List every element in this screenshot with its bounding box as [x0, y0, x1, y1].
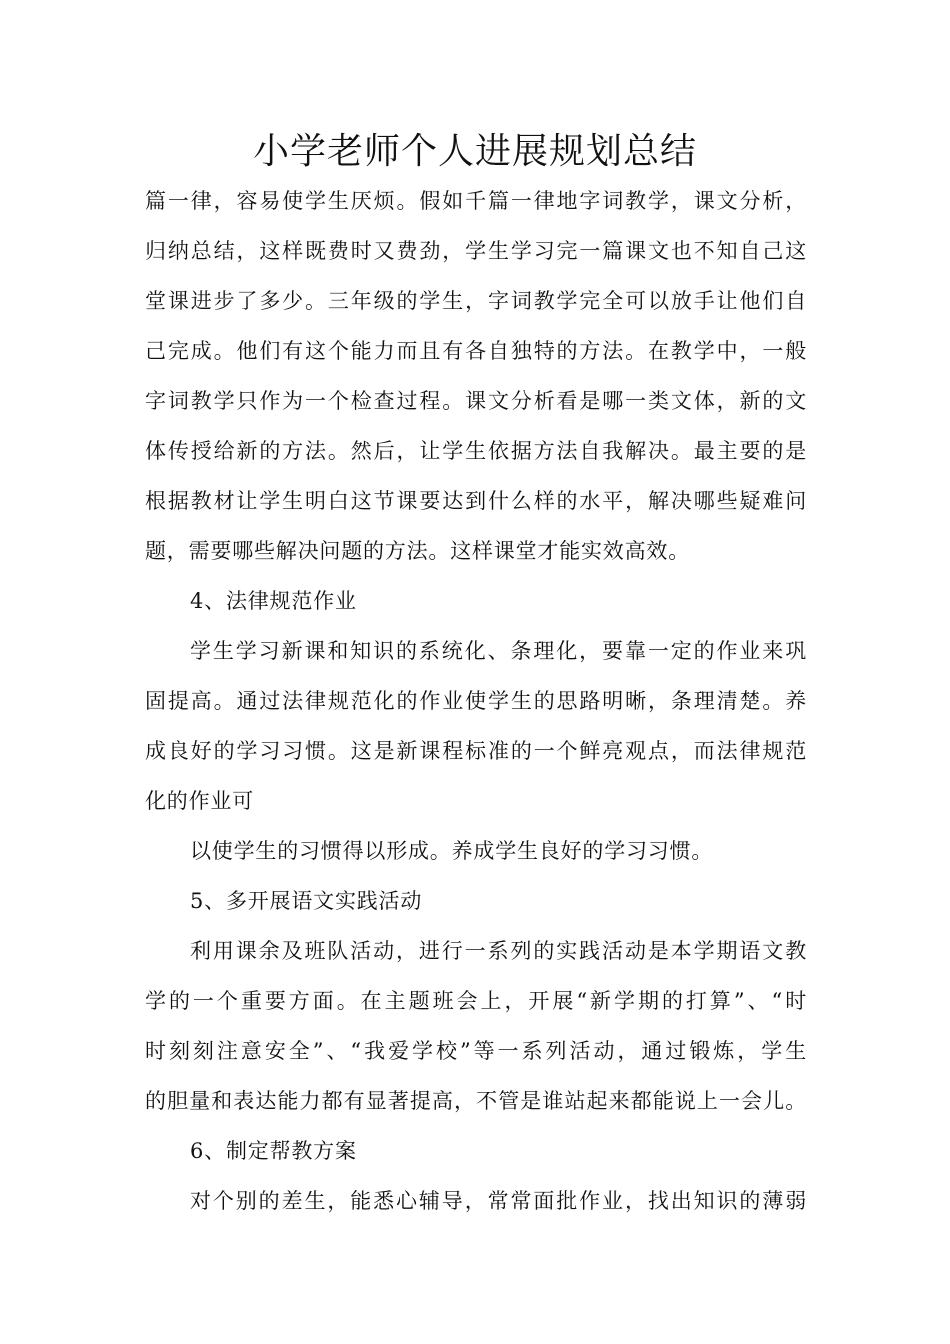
section-heading: 5、多开展语文实践活动 — [190, 889, 423, 913]
text-line: 以使学生的习惯得以形成。养成学生良好的学习习惯。 — [190, 839, 714, 863]
text-line: 利用课余及班队活动，进行一系列的实践活动是本学期语文教 — [190, 939, 807, 963]
text-line: 体传授给新的方法。然后，让学生依据方法自我解决。最主要的是 — [145, 439, 807, 463]
text-line: 成良好的学习习惯。这是新课程标准的一个鲜亮观点，而法律规范 — [145, 739, 807, 763]
text-line: 堂课进步了多少。三年级的学生，字词教学完全可以放手让他们自 — [145, 289, 807, 313]
text-line: 篇一律，容易使学生厌烦。假如千篇一律地字词教学，课文分析， — [145, 189, 807, 213]
text-line: 字词教学只作为一个检查过程。课文分析看是哪一类文体，新的文 — [145, 389, 807, 413]
text-line: 化的作业可 — [145, 789, 254, 813]
text-line: 归纳总结，这样既费时又费劲，学生学习完一篇课文也不知自己这 — [145, 239, 807, 263]
text-line: 学的一个重要方面。在主题班会上，开展“新学期的打算”、“时 — [145, 989, 807, 1013]
page-title: 小学老师个人进展规划总结 — [252, 131, 697, 172]
text-line: 对个别的差生，能悉心辅导，常常面批作业，找出知识的薄弱 — [190, 1189, 807, 1213]
text-line: 己完成。他们有这个能力而且有各自独特的方法。在教学中，一般 — [145, 339, 807, 363]
text-line: 根据教材让学生明白这节课要达到什么样的水平，解决哪些疑难问 — [145, 489, 807, 513]
section-heading: 4、法律规范作业 — [190, 589, 357, 613]
text-line: 固提高。通过法律规范化的作业使学生的思路明晰，条理清楚。养 — [145, 689, 807, 713]
text-line: 题，需要哪些解决问题的方法。这样课堂才能实效高效。 — [145, 539, 690, 563]
text-line: 的胆量和表达能力都有显著提高，不管是谁站起来都能说上一会儿。 — [145, 1089, 807, 1113]
section-heading: 6、制定帮教方案 — [190, 1139, 357, 1163]
text-line: 时刻刻注意安全”、“我爱学校”等一系列活动，通过锻炼，学生 — [145, 1039, 807, 1063]
text-line: 学生学习新课和知识的系统化、条理化，要靠一定的作业来巩 — [190, 639, 807, 663]
